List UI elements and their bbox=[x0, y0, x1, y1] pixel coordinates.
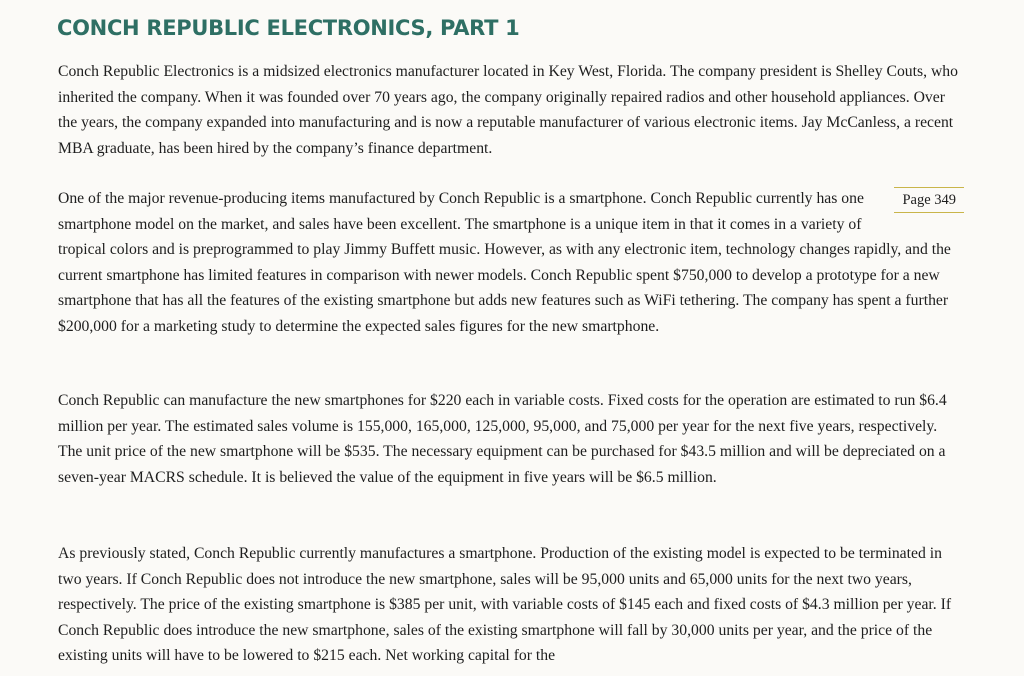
paragraph-existing-model: As previously stated, Conch Republic currently manufactures a smartphone. Production of the existing model is expected to be terminated in two years. If Conch Republic does not introduce the new smartphone, sales will be 95,000 units and 65,000 units for the next two years, respectively. The price of the existing smartphone is $385 per unit, with variable costs of $145 each and fixed costs of $4.3 million per year. If Conch Republic does introduce the new smartphone, sales of the existing smartphone will fall by 30,000 units per year, and the price of the existing units will have to be lowered to $215 each. Net working capital for the bbox=[58, 545, 952, 664]
page-marker: Page 349 bbox=[894, 187, 964, 213]
case-title: CONCH REPUBLIC ELECTRONICS, PART 1 bbox=[57, 16, 520, 40]
paragraph-smartphone bbox=[58, 186, 964, 339]
paragraph-smartphone-text: One of the major revenue-producing items manufactured by Conch Republic is a smartphone. Conch Republic currently has one smartphone model on the market, and sales have been excellent. The smartphone is a unique item in that it comes in a variety of tropical colors and is preprogrammed to play Jimmy Buffett music. However, as with any electronic item, technology changes rapidly, and the current smartphone has limited features in comparison with newer models. Conch Republic spent $750,000 to develop a prototype for a new smartphone that has all the features of the existing smartphone but adds new features such as WiFi tethering. The company has spent a further $200,000 for a marketing study to determine the expected sales figures for the new smartphone. bbox=[58, 190, 951, 335]
paragraph-company-background: Conch Republic Electronics is a midsized electronics manufacturer located in Key West, Florida. The company president is Shelley Couts, who inherited the company. When it was founded over 70 years ago, the company originally repaired radios and other household appliances. Over the years, the company expanded into manufacturing and is now a reputable manufacturer of various electronic items. Jay McCanless, a recent MBA graduate, has been hired by the company’s finance department. bbox=[58, 63, 958, 157]
paragraph-costs: Conch Republic can manufacture the new smartphones for $220 each in variable costs. Fixed costs for the operation are estimated to run $6.4 million per year. The estimated sales volume is 155,000, 165,000, 125,000, 95,000, and 75,000 per year for the next five years, respectively. The unit price of the new smartphone will be $535. The necessary equipment can be purchased for $43.5 million and will be depreciated on a seven-year MACRS schedule. It is believed the value of the equipment in five years will be $6.5 million. bbox=[58, 392, 947, 486]
